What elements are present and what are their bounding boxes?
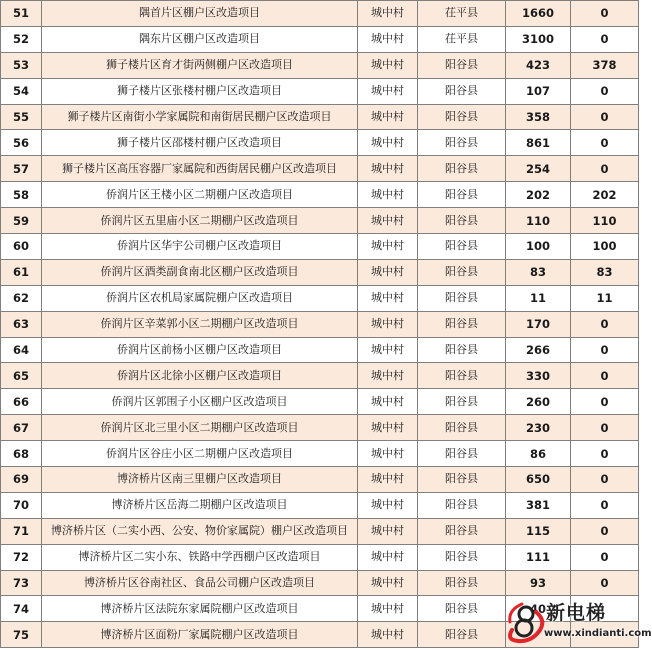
project-name: 隅东片区棚户区改造项目: [42, 26, 358, 52]
completed-count: 0: [571, 544, 639, 570]
completed-count: 202: [571, 182, 639, 208]
completed-count: 0: [571, 104, 639, 130]
table-row: [1, 389, 639, 415]
completed-count: 110: [571, 208, 639, 234]
household-count: 93: [506, 570, 571, 596]
county-name: 阳谷县: [418, 570, 506, 596]
row-number: 68: [1, 441, 42, 467]
completed-count: 100: [571, 234, 639, 260]
county-name: 阳谷县: [418, 156, 506, 182]
table-row: [1, 26, 639, 52]
county-name: 阳谷县: [418, 130, 506, 156]
table-row: [1, 156, 639, 182]
table-row: [1, 259, 639, 285]
table-row: [1, 52, 639, 78]
county-name: 阳谷县: [418, 389, 506, 415]
completed-count: 0: [571, 570, 639, 596]
project-name: 狮子楼片区南街小学家属院和南街居民棚户区改造项目: [42, 104, 358, 130]
table-row: [1, 441, 639, 467]
row-number: 75: [1, 622, 42, 648]
table-row: [1, 311, 639, 337]
county-name: 阳谷县: [418, 467, 506, 493]
county-name: 阳谷县: [418, 104, 506, 130]
table-row: [1, 285, 639, 311]
county-name: 阳谷县: [418, 52, 506, 78]
site-watermark: [504, 598, 652, 648]
household-count: 230: [506, 415, 571, 441]
county-name: 阳谷县: [418, 234, 506, 260]
row-number: 53: [1, 52, 42, 78]
row-number: 69: [1, 467, 42, 493]
project-name: 狮子楼片区高压容器厂家属院和西街居民棚户区改造项目: [42, 156, 358, 182]
project-name: 博济桥片区法院东家属院棚户区改造项目: [42, 596, 358, 622]
completed-count: 0: [571, 389, 639, 415]
household-count: 266: [506, 337, 571, 363]
project-name: 侨润片区王楼小区二期棚户区改造项目: [42, 182, 358, 208]
row-number: 57: [1, 156, 42, 182]
table-row: [1, 130, 639, 156]
project-type: 城中村: [358, 415, 418, 441]
row-number: 72: [1, 544, 42, 570]
project-type: 城中村: [358, 492, 418, 518]
project-name: 侨润片区北徐小区棚户区改造项目: [42, 363, 358, 389]
project-name: 隅首片区棚户区改造项目: [42, 1, 358, 27]
project-type: 城中村: [358, 234, 418, 260]
county-name: 阳谷县: [418, 208, 506, 234]
project-type: 城中村: [358, 285, 418, 311]
county-name: 阳谷县: [418, 492, 506, 518]
completed-count: 0: [571, 467, 639, 493]
household-count: 86: [506, 441, 571, 467]
watermark-url: www.xindianti.com: [544, 628, 652, 639]
household-count: 40: [506, 596, 571, 622]
county-name: 阳谷县: [418, 544, 506, 570]
completed-count: 11: [571, 285, 639, 311]
household-count: 11: [506, 285, 571, 311]
completed-count: 378: [571, 52, 639, 78]
project-type: 城中村: [358, 467, 418, 493]
table-row: [1, 363, 639, 389]
project-name: 博济桥片区谷南社区、食品公司棚户区改造项目: [42, 570, 358, 596]
completed-count: 0: [571, 156, 639, 182]
household-count: 100: [506, 234, 571, 260]
table-row: [1, 544, 639, 570]
project-name: 博济桥片区二实小东、铁路中学西棚户区改造项目: [42, 544, 358, 570]
household-count: 650: [506, 467, 571, 493]
county-name: 阳谷县: [418, 78, 506, 104]
household-count: 330: [506, 363, 571, 389]
household-count: 254: [506, 156, 571, 182]
completed-count: 0: [571, 311, 639, 337]
row-number: 58: [1, 182, 42, 208]
household-count: 111: [506, 544, 571, 570]
household-count: 423: [506, 52, 571, 78]
row-number: 74: [1, 596, 42, 622]
row-number: 56: [1, 130, 42, 156]
household-count: 170: [506, 311, 571, 337]
table-row: [1, 208, 639, 234]
completed-count: 0: [571, 337, 639, 363]
project-name: 博济桥片区岳海二期棚户区改造项目: [42, 492, 358, 518]
project-name: 博济桥片区（二实小西、公安、物价家属院）棚户区改造项目: [42, 518, 358, 544]
row-number: 54: [1, 78, 42, 104]
row-number: 62: [1, 285, 42, 311]
table-row: [1, 234, 639, 260]
household-count: 861: [506, 130, 571, 156]
project-type: 城中村: [358, 596, 418, 622]
table-row: [1, 467, 639, 493]
project-type: 城中村: [358, 622, 418, 648]
project-type: 城中村: [358, 26, 418, 52]
row-number: 64: [1, 337, 42, 363]
table-row: [1, 570, 639, 596]
table-row: [1, 1, 639, 27]
county-name: 阳谷县: [418, 441, 506, 467]
table-row: [1, 182, 639, 208]
completed-count: 0: [571, 441, 639, 467]
project-type: 城中村: [358, 311, 418, 337]
completed-count: 0: [571, 1, 639, 27]
row-number: 52: [1, 26, 42, 52]
project-name: 侨润片区五里庙小区二期棚户区改造项目: [42, 208, 358, 234]
watermark-title: 新电梯: [546, 602, 607, 624]
row-number: 65: [1, 363, 42, 389]
household-count: 115: [506, 518, 571, 544]
project-name: 侨润片区酒类副食南北区棚户区改造项目: [42, 259, 358, 285]
household-count: 358: [506, 104, 571, 130]
row-number: 59: [1, 208, 42, 234]
table-row: [1, 518, 639, 544]
project-type: 城中村: [358, 518, 418, 544]
household-count: 381: [506, 492, 571, 518]
table-row: [1, 492, 639, 518]
county-name: 阳谷县: [418, 311, 506, 337]
table-row: [1, 415, 639, 441]
project-name: 侨润片区辛菜郭小区二期棚户区改造项目: [42, 311, 358, 337]
county-name: 阳谷县: [418, 622, 506, 648]
completed-count: 83: [571, 259, 639, 285]
household-count: 107: [506, 78, 571, 104]
county-name: 阳谷县: [418, 285, 506, 311]
row-number: 60: [1, 234, 42, 260]
project-name: 博济桥片区南三里棚户区改造项目: [42, 467, 358, 493]
project-name: 侨润片区华宇公司棚户区改造项目: [42, 234, 358, 260]
project-type: 城中村: [358, 130, 418, 156]
project-type: 城中村: [358, 156, 418, 182]
row-number: 71: [1, 518, 42, 544]
household-count: 3100: [506, 26, 571, 52]
project-name: 侨润片区农机局家属院棚户区改造项目: [42, 285, 358, 311]
project-type: 城中村: [358, 570, 418, 596]
completed-count: 0: [571, 26, 639, 52]
project-type: 城中村: [358, 1, 418, 27]
project-name: 侨润片区谷庄小区二期棚户区改造项目: [42, 441, 358, 467]
project-name: 侨润片区郭围子小区棚户区改造项目: [42, 389, 358, 415]
project-type: 城中村: [358, 259, 418, 285]
project-type: 城中村: [358, 182, 418, 208]
county-name: 阳谷县: [418, 259, 506, 285]
row-number: 63: [1, 311, 42, 337]
project-type: 城中村: [358, 78, 418, 104]
county-name: 阳谷县: [418, 596, 506, 622]
row-number: 55: [1, 104, 42, 130]
household-count: 260: [506, 389, 571, 415]
project-type: 城中村: [358, 104, 418, 130]
project-type: 城中村: [358, 52, 418, 78]
household-count: 110: [506, 208, 571, 234]
row-number: 51: [1, 1, 42, 27]
row-number: 61: [1, 259, 42, 285]
county-name: 阳谷县: [418, 518, 506, 544]
table-row: [1, 104, 639, 130]
completed-count: 0: [571, 492, 639, 518]
project-type: 城中村: [358, 363, 418, 389]
row-number: 67: [1, 415, 42, 441]
project-name: 博济桥片区面粉厂家属院棚户区改造项目: [42, 622, 358, 648]
project-name: 狮子楼片区邵楼村棚户区改造项目: [42, 130, 358, 156]
county-name: 阳谷县: [418, 182, 506, 208]
household-count: 83: [506, 259, 571, 285]
project-name: 侨润片区前杨小区棚户区改造项目: [42, 337, 358, 363]
county-name: 茌平县: [418, 26, 506, 52]
completed-count: 0: [571, 78, 639, 104]
project-type: 城中村: [358, 544, 418, 570]
table-row: [1, 337, 639, 363]
project-name: 狮子楼片区张楼村棚户区改造项目: [42, 78, 358, 104]
household-count: 202: [506, 182, 571, 208]
project-type: 城中村: [358, 208, 418, 234]
project-name: 侨润片区北三里小区二期棚户区改造项目: [42, 415, 358, 441]
household-count: 1660: [506, 1, 571, 27]
row-number: 66: [1, 389, 42, 415]
county-name: 阳谷县: [418, 415, 506, 441]
project-type: 城中村: [358, 389, 418, 415]
table-row: [1, 78, 639, 104]
project-type: 城中村: [358, 337, 418, 363]
row-number: 70: [1, 492, 42, 518]
completed-count: 0: [571, 415, 639, 441]
elevator-8-logo-icon: [504, 600, 548, 644]
project-type: 城中村: [358, 441, 418, 467]
completed-count: 0: [571, 518, 639, 544]
completed-count: 0: [571, 363, 639, 389]
project-name: 狮子楼片区育才街两侧棚户区改造项目: [42, 52, 358, 78]
completed-count: 0: [571, 130, 639, 156]
county-name: 阳谷县: [418, 363, 506, 389]
project-table-body: [1, 1, 639, 648]
county-name: 阳谷县: [418, 337, 506, 363]
county-name: 茌平县: [418, 1, 506, 27]
row-number: 73: [1, 570, 42, 596]
